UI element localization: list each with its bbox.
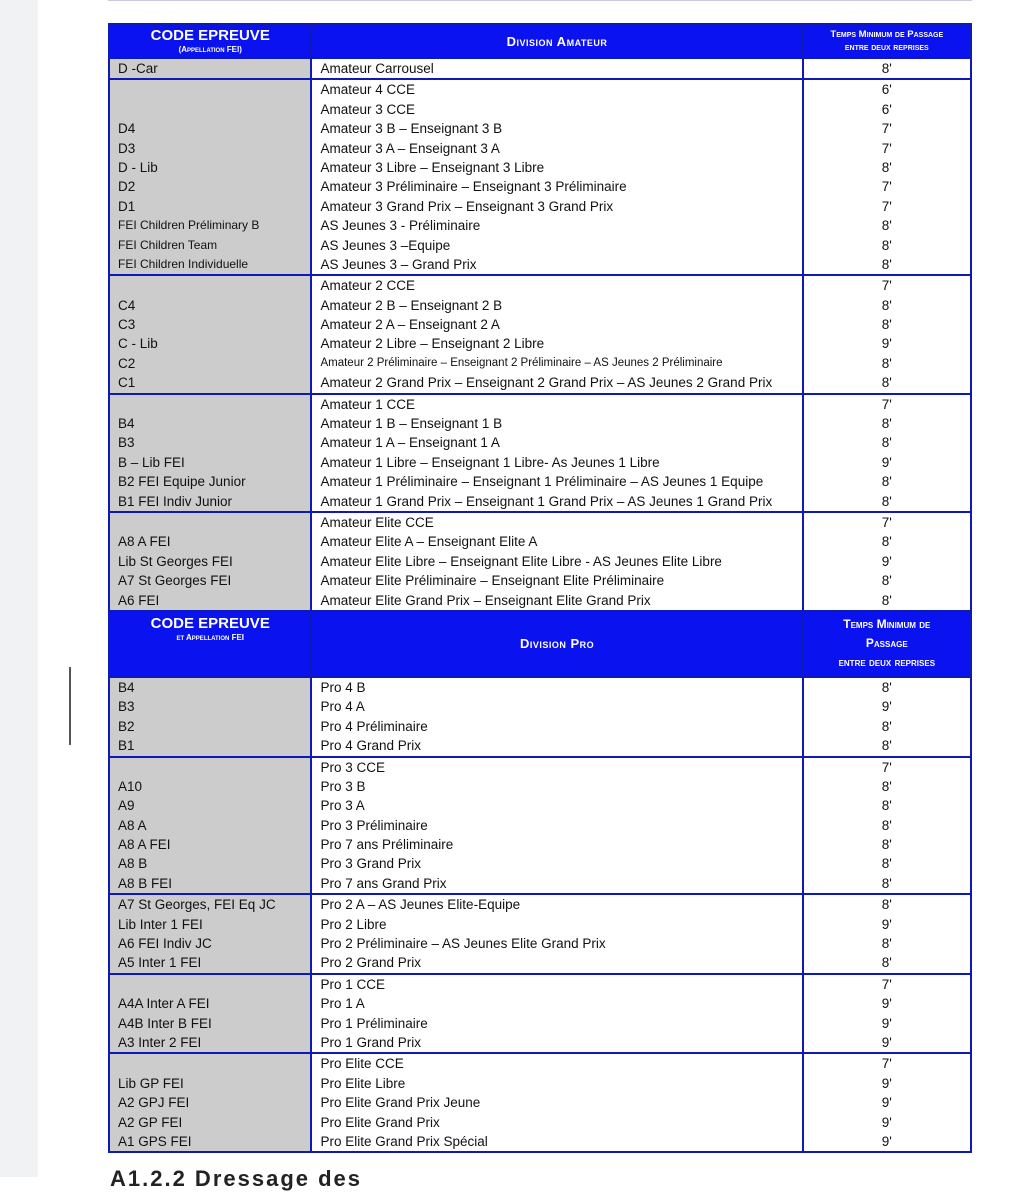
epreuve-name: Pro 1 Grand Prix [320,1034,422,1050]
min-time: 7' [881,140,892,156]
code-cell [109,79,311,275]
name-cell [311,394,802,512]
epreuve-code: C1 [118,375,136,391]
amateur-group [109,394,971,512]
epreuve-code: D1 [118,198,136,214]
epreuve-code [110,276,310,295]
dressage-table [108,23,972,1153]
epreuve-name: Amateur Elite Préliminaire – Enseignant Elite Préliminaire [320,573,665,589]
epreuve-code: D3 [118,140,136,156]
amateur-code-title: CODE EPREUVE [150,26,270,44]
left-gutter [0,0,38,1177]
epreuve-code: Lib GP FEI [118,1075,184,1091]
min-time: 9' [881,1034,892,1050]
pro-time-line3: entre deux reprises [838,655,936,670]
code-cell [109,275,311,393]
min-time: 9' [881,1133,892,1149]
epreuve-code [110,758,310,777]
time-cell [803,974,971,1054]
min-time: 8' [881,837,892,853]
min-time: 9' [881,1075,892,1091]
epreuve-name: Amateur 1 Préliminaire – Enseignant 1 Préliminaire – AS Jeunes 1 Equipe [320,474,764,490]
time-cell [803,894,971,974]
epreuve-name: Amateur 3 Préliminaire – Enseignant 3 Préliminaire [320,179,627,195]
epreuve-name: Pro 1 CCE [320,976,385,992]
name-cell [311,58,802,79]
code-cell [109,1053,311,1152]
min-time: 8' [881,718,892,734]
epreuve-name: Pro 2 Préliminaire – AS Jeunes Elite Grand Prix [320,936,606,952]
pro-group [109,894,971,974]
time-cell [803,79,971,275]
min-time: 7' [881,198,892,214]
epreuve-name: Amateur Elite A – Enseignant Elite A [320,534,538,550]
min-time: 8' [881,416,892,432]
time-cell [803,512,971,611]
min-time: 7' [881,179,892,195]
epreuve-name: AS Jeunes 3 - Préliminaire [320,218,481,234]
code-cell [109,894,311,974]
epreuve-code: A8 B FEI [118,875,173,891]
epreuve-name: Pro 2 Libre [320,916,387,932]
code-cell [109,394,311,512]
epreuve-code: B3 [118,435,135,451]
epreuve-name: Amateur Elite Grand Prix – Enseignant Elite Grand Prix [320,592,651,608]
epreuve-code: D - Lib [118,159,158,175]
pro-time-header [803,611,971,677]
epreuve-code: Lib St Georges FEI [118,553,233,569]
amateur-group [109,275,971,393]
amateur-code-subtitle: (Appellation FEI) [178,44,242,54]
text-cursor [69,667,71,745]
epreuve-name: Pro Elite Grand Prix [320,1114,440,1130]
epreuve-name: Amateur 2 CCE [320,278,416,294]
min-time: 7' [881,278,892,294]
epreuve-code: A8 A [118,817,147,833]
epreuve-name: Amateur 1 B – Enseignant 1 B [320,416,503,432]
name-cell [311,512,802,611]
next-section-heading: A1.2.2 Dressage des [110,1166,363,1191]
min-time: 8' [881,435,892,451]
epreuve-code: A6 FEI Indiv JC [118,936,212,952]
epreuve-name: Pro 4 Grand Prix [320,738,422,754]
min-time: 9' [881,996,892,1012]
epreuve-code: A9 [118,798,135,814]
epreuve-code [110,395,310,414]
amateur-time-header [803,24,971,58]
epreuve-name: Pro 4 B [320,679,366,695]
min-time: 7' [881,121,892,137]
epreuve-name: Amateur 3 Grand Prix – Enseignant 3 Grand Prix [320,198,614,214]
epreuve-name: Pro 4 Préliminaire [320,718,428,734]
epreuve-code: D4 [118,121,136,137]
epreuve-name: Pro 1 Préliminaire [320,1015,428,1031]
pro-code-subtitle: et Appellation FEI [176,632,245,642]
epreuve-name: Amateur Elite CCE [320,514,434,530]
min-time: 8' [881,355,892,371]
pro-code-title: CODE EPREUVE [150,614,270,632]
epreuve-name: Amateur 2 A – Enseignant 2 A [320,317,500,333]
epreuve-code: B4 [118,679,135,695]
min-time: 8' [881,955,892,971]
epreuve-code: FEI Children Team [118,237,218,252]
amateur-division-header: Division Amateur [311,24,802,58]
epreuve-code: B2 [118,718,135,734]
epreuve-name: Amateur 3 A – Enseignant 3 A [320,140,500,156]
epreuve-name: Amateur 2 Libre – Enseignant 2 Libre [320,336,545,352]
min-time: 7' [881,396,892,412]
epreuve-code: C2 [118,355,136,371]
min-time: 9' [881,1114,892,1130]
min-time: 8' [881,237,892,253]
min-time: 8' [881,61,892,76]
pro-group [109,757,971,895]
code-cell [109,512,311,611]
min-time: 8' [881,679,892,695]
epreuve-code: A2 GP FEI [118,1114,183,1130]
min-time: 8' [881,493,892,509]
epreuve-code: A6 FEI [118,592,160,608]
time-cell [803,1053,971,1152]
pro-group [109,974,971,1054]
epreuve-code: FEI Children Individuelle [118,256,249,271]
min-time: 8' [881,375,892,391]
name-cell [311,677,802,757]
epreuve-code: Lib Inter 1 FEI [118,916,203,932]
min-time: 8' [881,534,892,550]
epreuve-code: C3 [118,317,136,333]
min-time: 8' [881,297,892,313]
epreuve-name: AS Jeunes 3 –Equipe [320,237,451,253]
epreuve-code [110,513,310,532]
amateur-group [109,79,971,275]
epreuve-code: A8 A FEI [118,837,171,853]
epreuve-name: Amateur 4 CCE [320,82,416,98]
epreuve-code: A10 [118,778,143,794]
min-time: 8' [881,817,892,833]
min-time: 9' [881,1015,892,1031]
pro-group [109,677,971,757]
pro-division-header: Division Pro [311,611,802,677]
code-cell [109,677,311,757]
epreuve-name: Pro 3 CCE [320,759,385,775]
epreuve-code: A5 Inter 1 FEI [118,955,202,971]
time-cell [803,677,971,757]
amateur-time-line2: entre deux reprises [844,42,929,53]
epreuve-code [110,1054,310,1073]
epreuve-code: A8 A FEI [118,534,171,550]
amateur-code-header [109,24,311,58]
epreuve-name: Pro 2 A – AS Jeunes Elite-Equipe [320,897,521,913]
epreuve-code: A7 St Georges, FEI Eq JC [118,897,276,913]
epreuve-name: Amateur Elite Libre – Enseignant Elite Libre - AS Jeunes Elite Libre [320,553,722,569]
epreuve-code: D -Car [118,61,158,76]
min-time: 8' [881,317,892,333]
epreuve-name: Amateur 2 Préliminaire – Enseignant 2 Préliminaire – AS Jeunes 2 Préliminaire [320,356,723,369]
epreuve-name: Pro 3 Grand Prix [320,856,422,872]
amateur-group [109,512,971,611]
epreuve-code: B4 [118,416,135,432]
epreuve-code: C4 [118,297,136,313]
min-time: 8' [881,778,892,794]
name-cell [311,974,802,1054]
epreuve-name: Amateur 1 CCE [320,396,416,412]
epreuve-code: A4A Inter A FEI [118,996,210,1012]
min-time: 7' [881,976,892,992]
epreuve-name: Pro 4 A [320,699,365,715]
epreuve-name: Amateur 2 Grand Prix – Enseignant 2 Grand Prix – AS Jeunes 2 Grand Prix [320,375,773,391]
code-cell [109,757,311,895]
min-time: 9' [881,699,892,715]
min-time: 8' [881,256,892,272]
min-time: 8' [881,936,892,952]
epreuve-name: Pro Elite Grand Prix Spécial [320,1133,488,1149]
min-time: 9' [881,336,892,352]
name-cell [311,757,802,895]
epreuve-code: C - Lib [118,336,158,352]
min-time: 8' [881,592,892,608]
name-cell [311,894,802,974]
epreuve-name: Pro Elite Grand Prix Jeune [320,1095,481,1111]
min-time: 8' [881,159,892,175]
epreuve-code: B1 FEI Indiv Junior [118,493,233,509]
min-time: 8' [881,573,892,589]
epreuve-name: Amateur 3 Libre – Enseignant 3 Libre [320,159,545,175]
amateur-header-row [109,24,971,58]
code-cell [109,58,311,79]
min-time: 6' [881,101,892,117]
min-time: 8' [881,474,892,490]
epreuve-code: B – Lib FEI [118,454,185,470]
epreuve-name: Pro Elite CCE [320,1056,404,1072]
epreuve-name: Amateur Carrousel [320,61,434,76]
epreuve-code: D2 [118,179,136,195]
epreuve-name: Pro 1 A [320,996,365,1012]
epreuve-code [110,975,310,994]
epreuve-name: Amateur 3 B – Enseignant 3 B [320,121,503,137]
min-time: 6' [881,82,892,98]
epreuve-code: A4B Inter B FEI [118,1015,212,1031]
min-time: 7' [881,1056,892,1072]
name-cell [311,79,802,275]
epreuve-code: FEI Children Préliminary B [118,218,260,233]
code-cell [109,974,311,1054]
epreuve-name: Amateur 2 B – Enseignant 2 B [320,297,503,313]
epreuve-code: A7 St Georges FEI [118,573,232,589]
epreuve-name: Amateur 3 CCE [320,101,416,117]
min-time: 9' [881,553,892,569]
min-time: 8' [881,875,892,891]
min-time: 8' [881,738,892,754]
epreuve-code [110,100,310,119]
name-cell [311,1053,802,1152]
min-time: 7' [881,759,892,775]
epreuve-code: B2 FEI Equipe Junior [118,474,246,490]
time-cell [803,58,971,79]
name-cell [311,275,802,393]
page-top-rule [108,0,972,1]
time-cell [803,275,971,393]
epreuve-code: B3 [118,699,135,715]
min-time: 9' [881,1095,892,1111]
time-cell [803,757,971,895]
epreuve-name: AS Jeunes 3 – Grand Prix [320,256,477,272]
min-time: 8' [881,897,892,913]
time-cell [803,394,971,512]
min-time: 9' [881,454,892,470]
epreuve-name: Amateur 1 Grand Prix – Enseignant 1 Grand Prix – AS Jeunes 1 Grand Prix [320,493,773,509]
epreuve-code: B1 [118,738,135,754]
epreuve-name: Pro 3 Préliminaire [320,817,428,833]
epreuve-name: Pro Elite Libre [320,1075,406,1091]
epreuve-name: Amateur 1 Libre – Enseignant 1 Libre- As Jeunes 1 Libre [320,454,660,470]
min-time: 7' [881,514,892,530]
epreuve-code: A2 GPJ FEI [118,1095,190,1111]
pro-group [109,1053,971,1152]
epreuve-code: A8 B [118,856,148,872]
epreuve-name: Pro 7 ans Grand Prix [320,875,447,891]
epreuve-name: Pro 3 B [320,778,366,794]
min-time: 8' [881,856,892,872]
amateur-group [109,58,971,79]
epreuve-code: A3 Inter 2 FEI [118,1034,202,1050]
pro-time-line2: Passage [865,636,908,651]
epreuve-name: Amateur 1 A – Enseignant 1 A [320,435,500,451]
epreuve-name: Pro 2 Grand Prix [320,955,422,971]
min-time: 8' [881,218,892,234]
epreuve-name: Pro 3 A [320,798,365,814]
epreuve-name: Pro 7 ans Préliminaire [320,837,454,853]
amateur-time-line1: Temps Minimum de Passage [830,29,944,40]
pro-code-header [109,611,311,677]
pro-header-row [109,611,971,677]
epreuve-code: A1 GPS FEI [118,1133,192,1149]
epreuve-code [110,80,310,99]
min-time: 9' [881,916,892,932]
min-time: 8' [881,798,892,814]
pro-time-line1: Temps Minimum de [843,617,931,632]
